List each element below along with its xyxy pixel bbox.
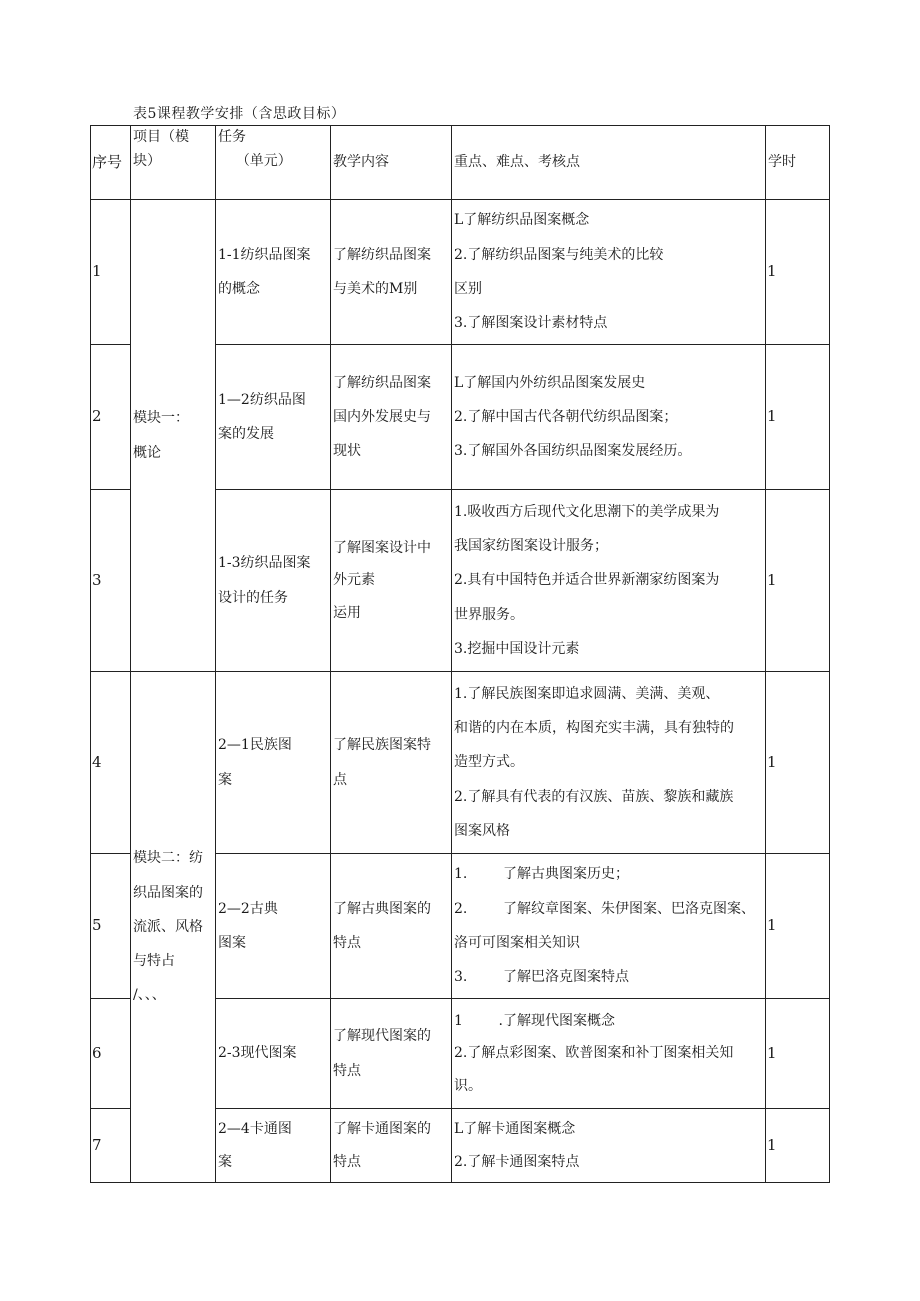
row-hours: 1 [766, 1109, 830, 1183]
row-seq: 4 [91, 672, 131, 854]
header-seq: 序号 [91, 126, 131, 200]
row-task: 2—4卡通图 案 [216, 1109, 331, 1183]
header-content: 教学内容 [331, 126, 452, 200]
header-module: 项目（模 块） [131, 126, 216, 200]
table-caption: 表5课程教学安排（含思政目标） [133, 106, 346, 122]
row-content: 了解图案设计中 外元素 运用 [331, 490, 452, 672]
row-hours: 1 [766, 672, 830, 854]
row-seq: 5 [91, 854, 131, 999]
row-content: 了解现代图案的 特点 [331, 999, 452, 1109]
row-key-points: 1.了解民族图案即追求圆满、美满、美观、 和谐的内在本质，构图充实丰满，具有独特的 造型方式。 2.了解具有代表的有汉族、苗族、黎族和藏族 图案风格 [452, 672, 766, 854]
row-seq: 1 [91, 200, 131, 345]
row-task: 1-1纺织品图案 的概念 [216, 200, 331, 345]
row-seq: 6 [91, 999, 131, 1109]
row-key-points: 1. 了解古典图案历史； 2. 了解纹章图案、朱伊图案、巴洛克图案、 洛可可图案相关知识 3. 了解巴洛克图案特点 [452, 854, 766, 999]
header-task: 任务 （单元） [216, 126, 331, 200]
row-key-points: L了解国内外纺织品图案发展史 2.了解中国古代各朝代纺织品图案； 3.了解国外各国纺织品图案发展经历。 [452, 345, 766, 490]
row-key-points: L了解卡通图案概念 2.了解卡通图案特点 [452, 1109, 766, 1183]
row-content: 了解纺织品图案 国内外发展史与 现状 [331, 345, 452, 490]
row-seq: 3 [91, 490, 131, 672]
row-task: 2—1民族图 案 [216, 672, 331, 854]
module-2-cell: 模块二：纺 织品图案的 流派、风格 与特占 /、、、 [131, 672, 216, 1183]
row-task: 1—2纺织品图 案的发展 [216, 345, 331, 490]
row-seq: 7 [91, 1109, 131, 1183]
module-1-cell: 模块一： 概论 [131, 200, 216, 672]
row-content: 了解纺织品图案 与美术的M别 [331, 200, 452, 345]
row-hours: 1 [766, 490, 830, 672]
row-task: 2—2古典 图案 [216, 854, 331, 999]
table-header-row [91, 126, 830, 200]
row-hours: 1 [766, 999, 830, 1109]
row-content: 了解古典图案的 特点 [331, 854, 452, 999]
row-task: 1-3纺织品图案 设计的任务 [216, 490, 331, 672]
table-row [91, 672, 830, 854]
row-key-points: 1 .了解现代图案概念 2.了解点彩图案、欧普图案和补丁图案相关知 识。 [452, 999, 766, 1109]
row-key-points: L了解纺织品图案概念 2.了解纺织品图案与纯美术的比较 区别 3.了解图案设计素材特点 [452, 200, 766, 345]
table-row [91, 200, 830, 345]
row-content: 了解民族图案特 点 [331, 672, 452, 854]
course-schedule-table [90, 125, 830, 1183]
header-hours: 学时 [766, 126, 830, 200]
row-hours: 1 [766, 854, 830, 999]
row-seq: 2 [91, 345, 131, 490]
row-key-points: 1.吸收西方后现代文化思潮下的美学成果为 我国家纺图案设计服务； 2.具有中国特色并适合世界新潮家纺图案为 世界服务。 3.挖掘中国设计元素 [452, 490, 766, 672]
row-hours: 1 [766, 345, 830, 490]
row-content: 了解卡通图案的 特点 [331, 1109, 452, 1183]
header-key-points: 重点、难点、考核点 [452, 126, 766, 200]
row-hours: 1 [766, 200, 830, 345]
row-task: 2-3现代图案 [216, 999, 331, 1109]
